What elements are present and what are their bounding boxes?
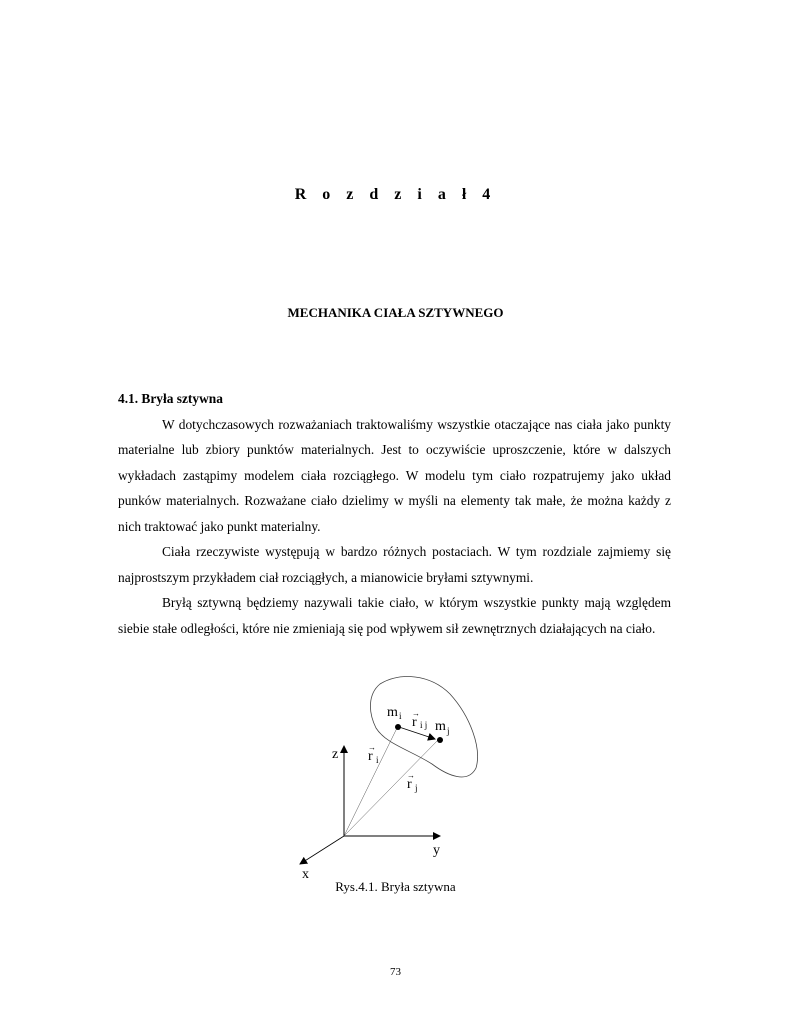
figure-caption: Rys.4.1. Bryła sztywna (335, 879, 456, 894)
rj-arrow: → (407, 771, 415, 780)
rij-label: r (412, 715, 417, 730)
mass-point-i (395, 724, 401, 730)
y-label: y (433, 843, 440, 858)
ri-arrow: → (368, 743, 376, 752)
x-axis (300, 836, 344, 864)
paragraph-1: W dotychczasowych rozważaniach traktowaliśmy wszystkie otaczające nas ciała jako punkty materialne lub zbiory punktów materialnych. Jest to oczywiście uproszczenie, które w dalszych wykładach zastąpimy modelem ciała rozciągłego. W modelu tym ciało rozpatrujemy jako układ punków materialnych. Rozważane ciało dzielimy w myśli na elementy tak małe, że można każdy z nich traktować jako punkt materialny. (118, 416, 671, 534)
page-number: 73 (390, 966, 401, 978)
section-heading: 4.1. Bryła sztywna (118, 391, 223, 406)
vector-rij (399, 727, 435, 739)
mj-label: m (435, 719, 446, 734)
vector-rj (344, 739, 439, 836)
mi-label: m (387, 705, 398, 720)
mass-point-j (437, 737, 443, 743)
ri-subscript: i (376, 755, 379, 765)
mj-subscript: j (447, 726, 450, 736)
paragraph-2: Ciała rzeczywiste występują w bardzo różnych postaciach. W tym rozdziale zajmiemy się najprostszym przykładem ciał rozciągłych, a mianowicie bryłami sztywnymi. (118, 544, 671, 585)
z-label: z (332, 747, 339, 762)
mi-subscript: i (399, 711, 402, 721)
text-body (118, 386, 671, 641)
figure-rigid-body (288, 668, 508, 888)
rij-subscript: i j (420, 720, 428, 730)
rij-arrow: → (412, 709, 420, 718)
chapter-heading: R o z d z i a ł 4 (294, 186, 497, 203)
rj-subscript: j (415, 783, 418, 793)
ri-label: r (368, 749, 373, 764)
chapter-title: MECHANIKA CIAŁA SZTYWNEGO (287, 305, 504, 320)
x-label: x (302, 867, 309, 882)
paragraph-3: Bryłą sztywną będziemy nazywali takie ciało, w którym wszystkie punkty mają względem siebie stałe odległości, które nie zmieniają się pod wpływem sił zewnętrznych działających na ciało. (118, 595, 671, 636)
rj-label: r (407, 777, 412, 792)
rigid-body-diagram (288, 668, 508, 888)
